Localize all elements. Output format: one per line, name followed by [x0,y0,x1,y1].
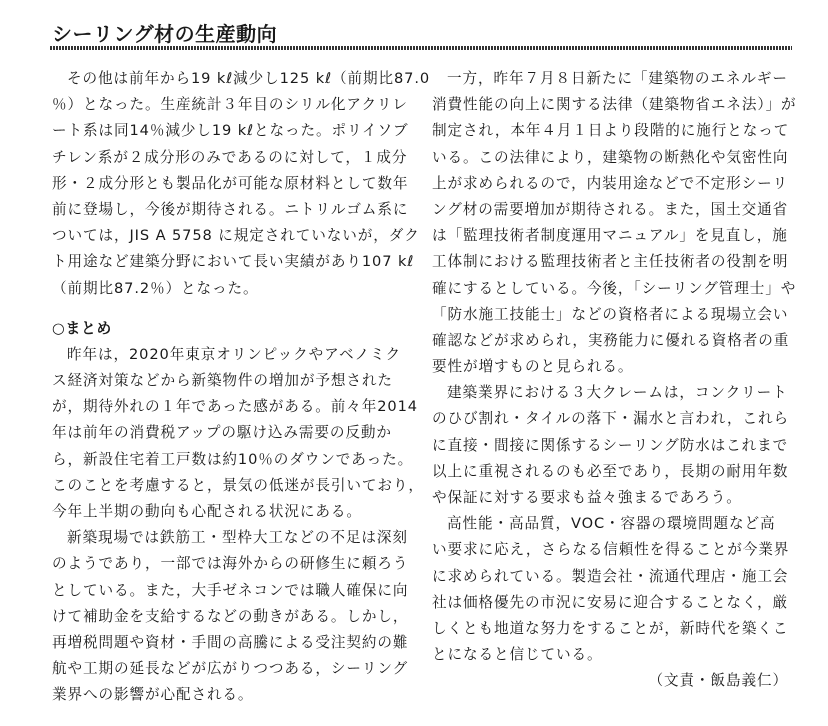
site-paragraph [52,525,409,708]
text-line: 業界への影響が心配される。 [52,686,254,704]
text-line: とになると信じている。 [432,646,603,664]
text-line: い要求に応え，さらなる信頼性を得ることが今業界 [432,541,790,559]
text-line: 以上に重視されるのも必至であり，長期の耐用年数 [432,462,789,480]
text-line: や保証に対する要求も益々強まるであろう。 [432,489,742,506]
text-line: 「防水施工技能士」などの資格者による現場立会い [432,305,789,323]
text-line: 航や工期の延長などが広がりつつある，シーリング [52,660,409,678]
text-line: 確認などが求められ，実務能力に優れる資格者の重 [432,331,790,349]
text-line: その他は前年から19 kℓ減少し125 kℓ（前期比87.0 [67,70,431,87]
left-column [52,66,431,709]
text-line: は「監理技術者制度運用マニュアル」を見直し，施 [432,227,788,245]
text-line: ら，新設住宅着工戸数は約10％のダウンであった。 [52,450,414,468]
text-line: に直接・間接に関係するシーリング防水はこれまで [432,436,789,454]
text-line: 工体制における監理技術者と主任技術者の役割を明 [432,253,789,271]
text-line: 要性が増すものと見られる。 [432,358,634,376]
text-line: ついては，JIS A 5758 に規定されていないが，ダク [52,227,420,245]
text-line: 建築業界における３大クレームは，コンクリート [447,384,788,402]
law-paragraph [432,66,797,380]
text-line: 制定され，本年４月１日より段階的に施行となって [432,122,790,140]
text-line: このことを考慮すると，景気の低迷が長引いており， [52,476,424,494]
text-line: 上が求められるので，内装用途などで不定形シーリ [432,174,789,192]
text-line: ス経済対策などから新築物件の増加が予想された [52,372,393,390]
right-column [432,66,797,695]
text-line: 消費性能の向上に関する法律（建築物省エネ法）」が [432,96,797,114]
text-line: 社は価格優先の市況に安易に迎合することなく，厳 [432,593,789,611]
text-line: ング材の需要増加が期待される。また，国土交通省 [432,200,789,218]
text-line: ％）となった。生産統計３年目のシリル化アクリレ [52,96,408,114]
author-credit: （文責・飯島義仁） [648,672,788,690]
text-line: 前に登場し，今後が期待される。ニトリルゴム系に [52,200,409,218]
text-line: チレン系が２成分形のみであるのに対して，１成分 [52,148,408,166]
section-heading: ○まとめ [52,319,113,337]
title-rule [50,46,792,50]
text-line: （前期比87.2％）となった。 [52,279,259,297]
intro-paragraph [52,66,431,302]
text-line: 一方，昨年７月８日新たに「建築物のエネルギー [447,70,788,87]
text-line: 今年上半期の動向も心配される状況にある。 [52,503,362,520]
claims-paragraph [432,380,794,511]
summary-paragraph [52,342,424,525]
text-line: けて補助金を支給するなどの動きがある。しかし， [52,607,409,625]
text-line: ート系は同14％減少し19 kℓとなった。ポリイソブ [52,122,409,140]
text-line: しくとも地道な努力をすることが，新時代を築くこ [432,619,789,637]
text-line: 確にするとしている。今後，「シーリング管理士」や [432,279,797,297]
text-line: のようであり，一部では海外からの研修生に頼ろう [52,555,409,573]
text-line: のひび割れ・タイルの落下・漏水と言われ，これら [432,410,789,428]
text-line: に求められている。製造会社・流通代理店・施工会 [432,567,789,585]
text-line: 年は前年の消費税アップの駆け込み需要の反動か [52,424,392,442]
text-line: としている。また，大手ゼネコンでは職人確保に向 [52,581,409,599]
text-line: 昨年は，2020年東京オリンピックやアベノミク [67,345,401,363]
closing-paragraph [432,511,794,668]
section-gap [52,302,404,316]
text-line: 再増税問題や資材・手間の高騰による受注契約の難 [52,633,409,651]
page-title: シーリング材の生産動向 [52,22,278,46]
text-line: が，期待外れの１年であった感がある。前々年2014 [52,398,418,416]
text-line: 形・２成分形とも製品化が可能な原材料として数年 [52,174,409,192]
text-line: 新築現場では鉄筋工・型枠大工などの不足は深刻 [67,529,408,547]
text-line: ト用途など建築分野において長い実績があり107 kℓ [52,253,415,271]
text-line: いる。この法律により，建築物の断熱化や気密性向 [432,148,789,166]
text-line: 高性能・高品質，VOC・容器の環境問題など高 [447,515,776,533]
